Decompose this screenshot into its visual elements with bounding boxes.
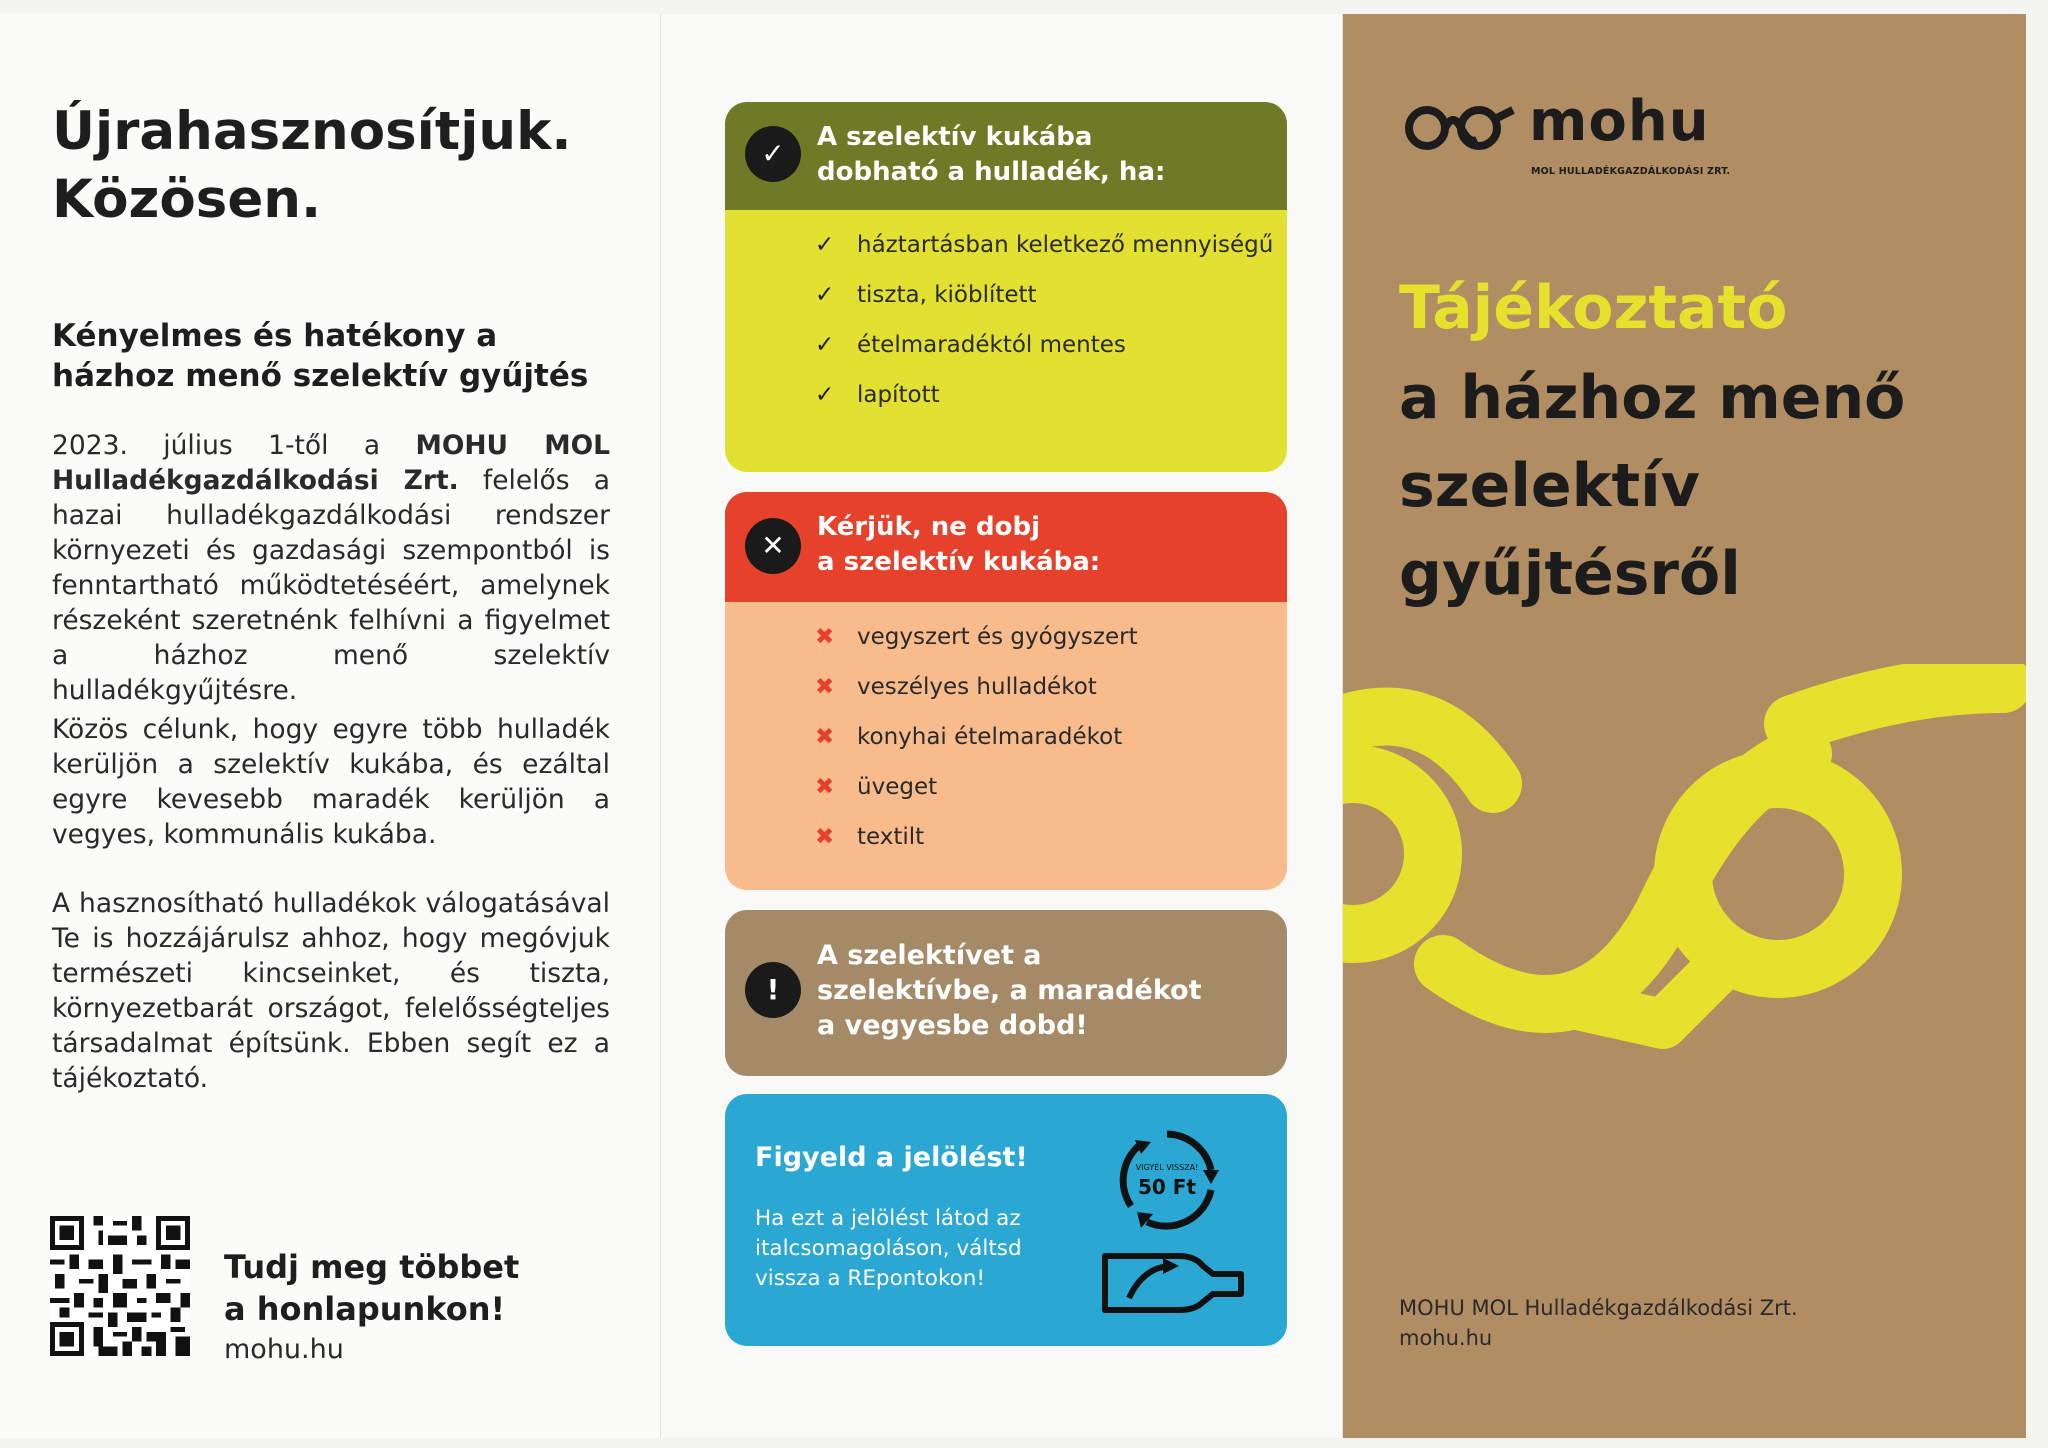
cross-icon: ✖	[815, 824, 835, 850]
check-icon: ✓	[815, 382, 835, 408]
list-item-text: konyhai ételmaradékot	[857, 724, 1123, 750]
logo-wordmark: mohu	[1529, 89, 1710, 154]
deposit-return-icon	[1107, 1120, 1227, 1240]
reminder-line-1: A szelektívet a	[817, 940, 1042, 971]
cta-line-2: a honlapunkon!	[224, 1290, 506, 1328]
list-item	[815, 722, 1287, 752]
deposit-amount: 50 Ft	[1137, 1175, 1197, 1199]
intro-text-start: 2023. július 1-től a	[52, 430, 416, 461]
deposit-small-text: VIGYÉL VISSZA!	[1135, 1163, 1199, 1172]
goal-paragraph: Közös célunk, hogy egyre több hulladék kerüljön a szelektív kukába, és ezáltal egyre kevesebb maradék kerüljön a vegyes, kommunális kukába.	[52, 714, 610, 850]
footer-url[interactable]: mohu.hu	[1399, 1326, 1493, 1350]
forbidden-card-header	[725, 492, 1287, 602]
cross-icon: ✕	[745, 518, 801, 574]
check-icon: ✓	[815, 332, 835, 358]
intro-paragraph	[52, 428, 610, 708]
list-item-text: tiszta, kiöblített	[857, 282, 1037, 308]
check-icon: ✓	[815, 282, 835, 308]
company-name: MOHU MOL Hulladékgazdálkodási Zrt.	[52, 430, 611, 496]
cover-title-line-4: gyűjtésről	[1399, 539, 1741, 609]
list-item-text: lapított	[857, 382, 940, 408]
forbidden-title-line-2: a szelektív kukába:	[817, 547, 1101, 577]
allowed-title-line-1: A szelektív kukába	[817, 122, 1093, 152]
middle-panel	[660, 14, 1343, 1438]
list-item-text: háztartásban keletkező mennyiségű	[857, 232, 1274, 258]
list-item	[815, 822, 1287, 852]
headline	[52, 98, 571, 234]
list-item	[815, 330, 1287, 360]
cover-panel	[1343, 14, 2026, 1438]
cross-icon: ✖	[815, 624, 835, 650]
left-panel	[0, 14, 660, 1438]
subheading: Kényelmes és hatékony a házhoz menő szelektív gyűjtés	[52, 318, 589, 394]
reminder-line-2: szelektívbe, a maradékot	[817, 975, 1202, 1006]
website-link[interactable]: mohu.hu	[224, 1334, 344, 1365]
footer-company: MOHU MOL Hulladékgazdálkodási Zrt.	[1399, 1296, 1798, 1320]
list-item	[815, 672, 1287, 702]
allowed-list	[725, 210, 1287, 410]
list-item-text: üveget	[857, 774, 938, 800]
cover-title-line-2: a házhoz menő	[1399, 363, 1906, 433]
bottle-return-icon	[1099, 1246, 1249, 1318]
cover-title	[1399, 354, 1905, 618]
cover-title-highlight: Tájékoztató	[1399, 273, 1788, 343]
list-item	[815, 380, 1287, 410]
list-item-text: veszélyes hulladékot	[857, 674, 1097, 700]
cta-line-1: Tudj meg többet	[224, 1248, 520, 1286]
headline-line-1: Újrahasznosítjuk.	[52, 101, 572, 162]
forbidden-title-line-1: Kérjük, ne dobj	[817, 512, 1040, 542]
check-icon: ✓	[815, 232, 835, 258]
allowed-title-line-2: dobható a hulladék, ha:	[817, 157, 1166, 187]
decorative-logo-icon	[1343, 664, 2026, 1114]
allowed-waste-card	[725, 102, 1287, 472]
headline-line-2: Közösen.	[52, 169, 322, 230]
cross-icon: ✖	[815, 674, 835, 700]
info-text: Ha ezt a jelölést látod az italcsomagoláson, váltsd vissza a REpontokon!	[755, 1206, 1022, 1291]
list-item	[815, 622, 1287, 652]
allowed-card-header	[725, 102, 1287, 210]
deposit-info-card	[725, 1094, 1287, 1346]
list-item-text: textilt	[857, 824, 925, 850]
cross-icon: ✖	[815, 724, 835, 750]
cross-icon: ✖	[815, 774, 835, 800]
check-icon: ✓	[745, 126, 801, 182]
learn-more-callout	[224, 1246, 519, 1330]
reminder-text	[725, 910, 1287, 1043]
forbidden-list	[725, 602, 1287, 852]
intro-text-end: felelős a hazai hulladékgazdálkodási rendszer környezeti és gazdasági szempontból is fenntartható működtetéséért, amelynek részeként szeretnénk felhívni a figyelmet a házhoz menő szelektív hulladékgyűjtésre.	[52, 465, 610, 706]
forbidden-waste-card	[725, 492, 1287, 890]
info-title: Figyeld a jelölést!	[755, 1142, 1028, 1173]
exclamation-icon: !	[745, 962, 801, 1018]
reminder-line-3: a vegyesbe dobd!	[817, 1010, 1088, 1041]
list-item	[815, 280, 1287, 310]
cover-title-line-3: szelektív	[1399, 451, 1700, 521]
qr-code-icon[interactable]	[50, 1216, 190, 1356]
mohu-logo-icon	[1399, 100, 1517, 156]
sorting-reminder-card	[725, 910, 1287, 1076]
list-item-text: vegyszert és gyógyszert	[857, 624, 1138, 650]
list-item	[815, 230, 1287, 260]
contribution-paragraph: A hasznosítható hulladékok válogatásával Te is hozzájárulsz ahhoz, hogy megóvjuk természeti kincseinket, és tiszta, környezetbarát országot, felelősségteljes társadalmat építsünk. Ebben segít ez a tájékoztató.	[52, 888, 610, 1094]
list-item	[815, 772, 1287, 802]
list-item-text: ételmaradéktól mentes	[857, 332, 1126, 358]
logo-subtitle: MOL HULLADÉKGAZDÁLKODÁSI ZRT.	[1531, 166, 1731, 177]
